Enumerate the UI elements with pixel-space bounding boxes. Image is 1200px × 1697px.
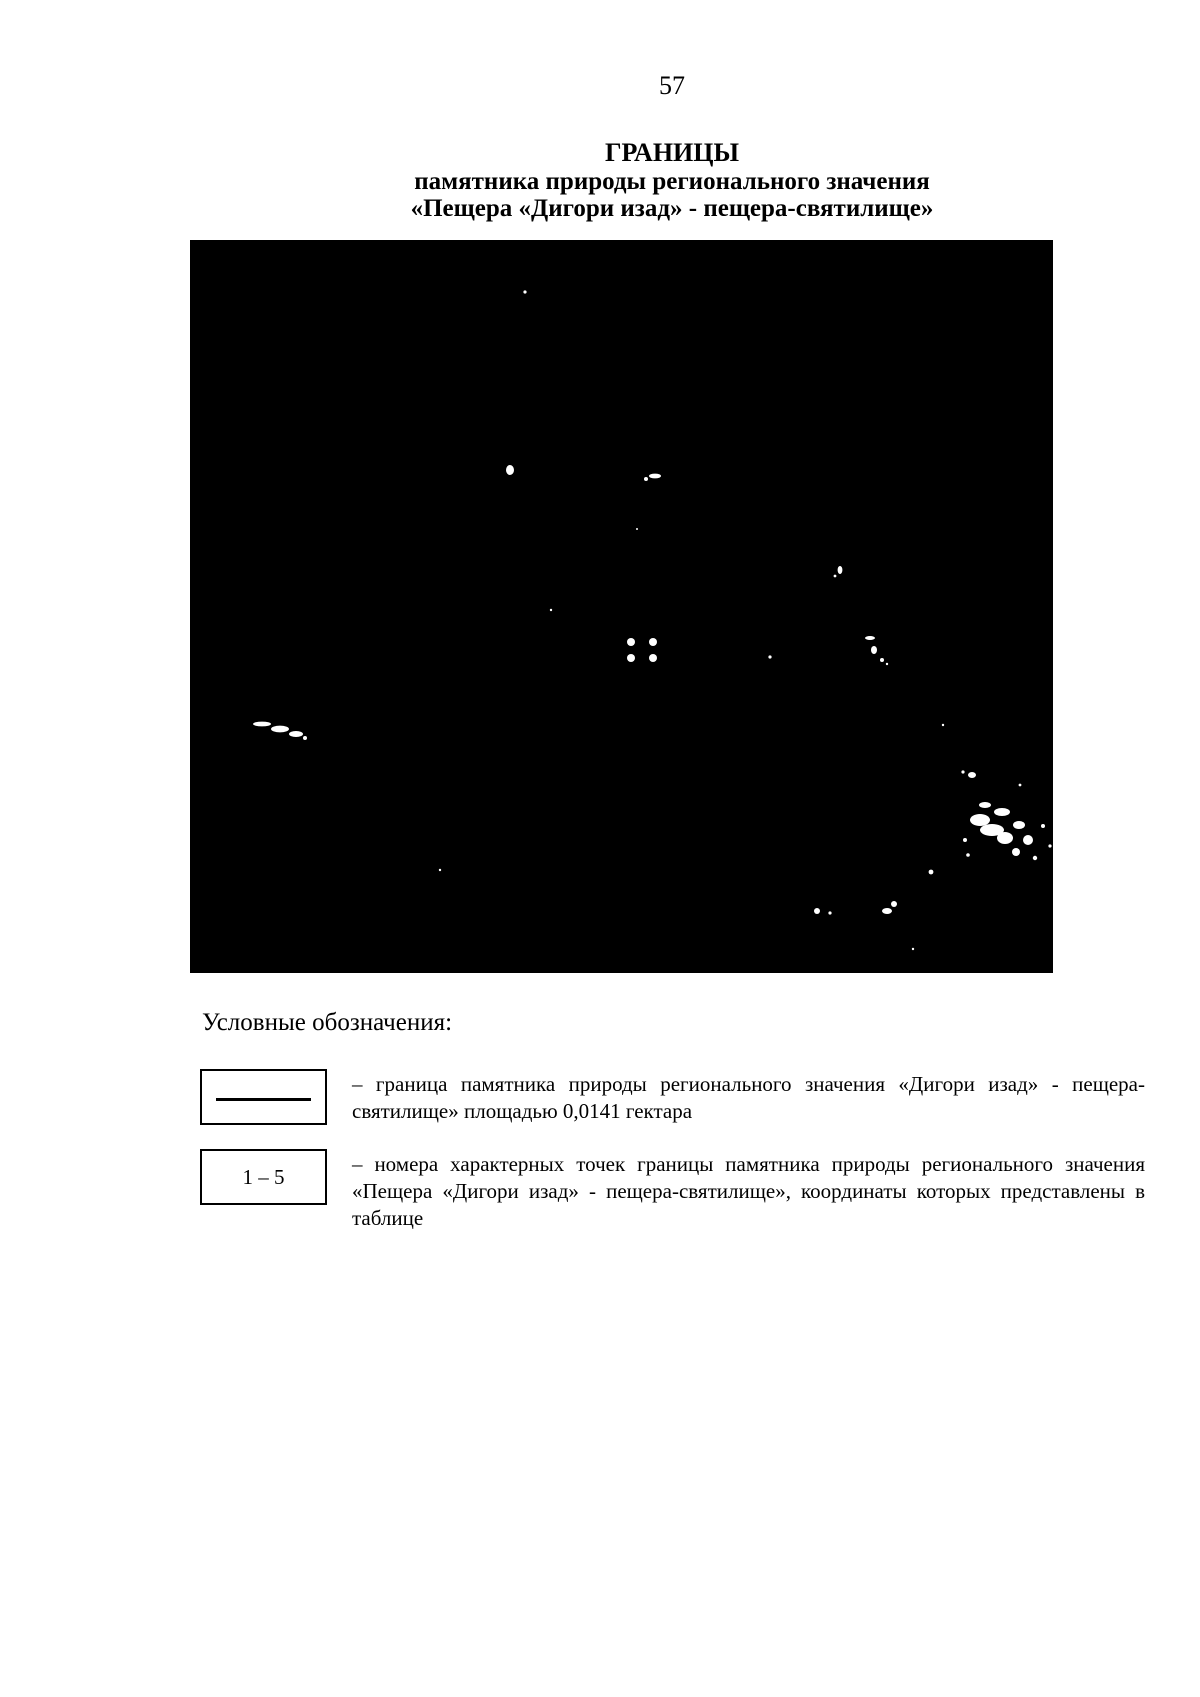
legend-symbol-boundary-line (200, 1069, 327, 1125)
title-main: ГРАНИЦЫ (604, 138, 740, 167)
boundary-point (627, 638, 635, 646)
point-numbers-sample: 1 – 5 (242, 1165, 285, 1189)
page-number: 57 (659, 71, 685, 100)
legend-text-boundary: – граница памятника природы регионального значения «Дигори изад» - пещера-святилище» площадью 0,0141 гектара (352, 1072, 1145, 1123)
boundary-point (649, 654, 657, 662)
boundary-line-sample (216, 1098, 311, 1101)
legend-text-point-numbers: – номера характерных точек границы памятника природы регионального значения «Пещера «Дигори изад» - пещера-святилище», координаты которых представлены в таблице (352, 1152, 1145, 1230)
legend-symbol-point-numbers (200, 1149, 327, 1205)
title-line-2: памятника природы регионального значения (414, 168, 930, 195)
map-speckles (253, 290, 1052, 950)
boundary-point (649, 638, 657, 646)
document-title (0, 138, 1200, 222)
title-line-3: «Пещера «Дигори изад» - пещера-святилище» (410, 195, 934, 222)
boundary-map-image (190, 240, 1053, 973)
legend-heading: Условные обозначения: (202, 1009, 453, 1036)
boundary-point (627, 654, 635, 662)
map-canvas (190, 240, 1053, 973)
